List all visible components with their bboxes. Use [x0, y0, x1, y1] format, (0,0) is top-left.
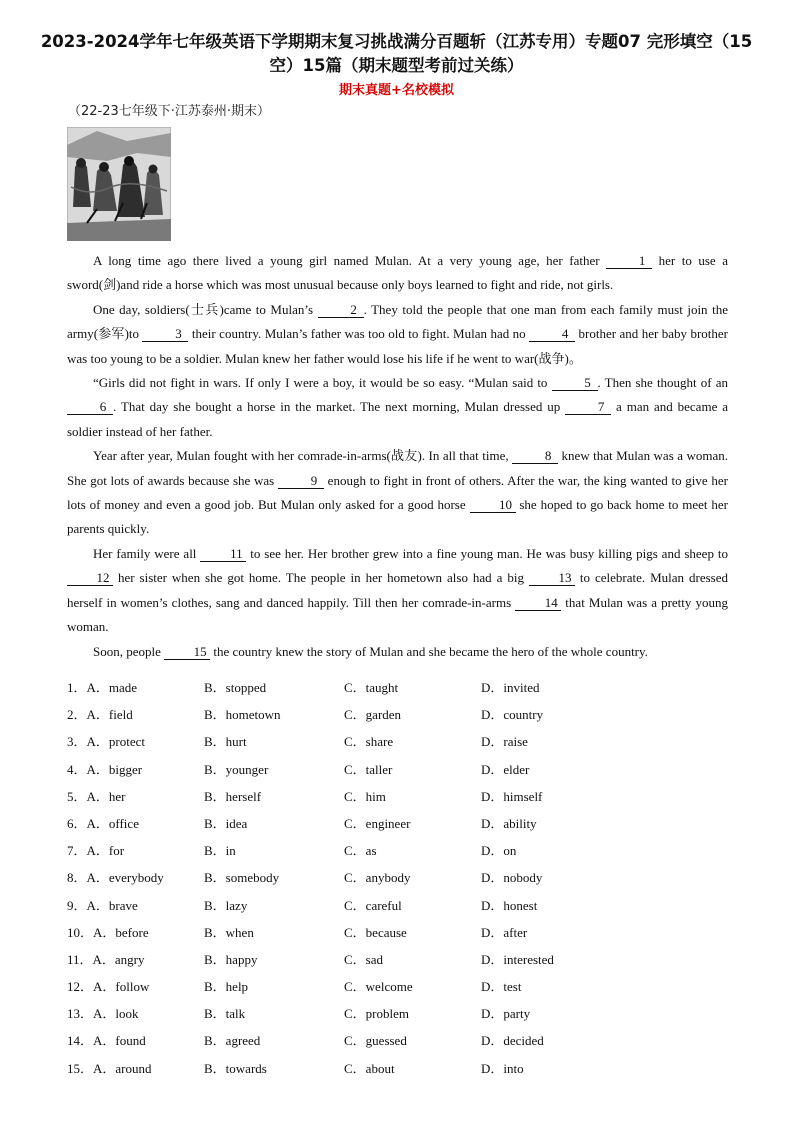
- option-b: B．younger: [204, 761, 269, 777]
- option-c: C．about: [344, 1060, 395, 1076]
- option-d: D．decided: [481, 1033, 544, 1049]
- blank-10: 10: [470, 498, 516, 513]
- blank-12: 12: [67, 571, 113, 586]
- paragraph-1: A long time ago there lived a young girl named Mulan. At a very young age, her father 1 her to use a sword(剑)and ride a horse which was most unusual because only boys learned to fight and ride, not girls.: [67, 253, 729, 293]
- option-a: 6．A．office: [67, 815, 139, 831]
- question-row: [67, 787, 747, 814]
- option-c: C．him: [344, 788, 386, 804]
- option-d: D．after: [481, 924, 528, 940]
- option-c: C．engineer: [344, 815, 411, 831]
- option-d: D．himself: [481, 788, 543, 804]
- blank-7: 7: [565, 400, 611, 415]
- option-a: 15．A．around: [67, 1060, 152, 1076]
- option-d: D．invited: [481, 680, 540, 695]
- option-d: D．country: [481, 707, 544, 723]
- option-a: 3．A．protect: [67, 734, 145, 750]
- option-b: B．hurt: [204, 734, 247, 750]
- option-d: D．elder: [481, 761, 530, 777]
- option-b: B．lazy: [204, 897, 248, 913]
- blank-8: 8: [512, 449, 558, 464]
- option-b: B．stopped: [204, 680, 267, 695]
- blank-13: 13: [529, 571, 575, 586]
- question-row: [67, 678, 747, 705]
- option-d: D．party: [481, 1006, 531, 1022]
- option-a: 7．A．for: [67, 843, 125, 859]
- question-row: [67, 1059, 747, 1086]
- option-a: 2．A．field: [67, 707, 133, 723]
- option-b: B．agreed: [204, 1033, 261, 1049]
- question-row: [67, 814, 747, 841]
- option-b: B．happy: [204, 951, 258, 967]
- question-row: [67, 732, 747, 759]
- question-row: [67, 896, 747, 923]
- paragraph-2: One day, soldiers(士兵)came to Mulan’s 2 . They told the people that one man from each family must join the army(参军)to 3 their country. Mulan’s father was too old to fight. Mulan had no 4 brother and her baby brother was too young to be a soldier. Mulan knew her father would lose his life if he went to war(战争)。: [67, 301, 728, 366]
- blank-1: 1: [606, 254, 652, 269]
- option-c: C．garden: [344, 707, 402, 723]
- paragraph-3: “Girls did not fight in wars. If only I were a boy, it would be so easy. “Mulan said to 5 . Then she thought of an 6 . That day she bought a horse in the market. The next morning, Mulan dressed up 7 a man and became a soldier instead of her father.: [67, 375, 728, 439]
- option-a: 13．A．look: [67, 1006, 139, 1022]
- mulan-ink-illustration: [67, 127, 171, 241]
- option-d: D．nobody: [481, 870, 543, 886]
- option-c: C．as: [344, 843, 377, 859]
- blank-5: 5: [552, 376, 598, 391]
- option-a: 14．A．found: [67, 1033, 146, 1049]
- option-d: D．into: [481, 1060, 524, 1076]
- question-source: （22-23七年级下·江苏泰州·期末）: [68, 104, 271, 119]
- option-c: C．share: [344, 734, 394, 750]
- question-row: [67, 923, 747, 950]
- option-d: D．on: [481, 843, 517, 859]
- question-row: [67, 841, 747, 868]
- option-c: C．anybody: [344, 870, 411, 886]
- blank-9: 9: [278, 474, 324, 489]
- option-d: D．raise: [481, 734, 528, 750]
- option-d: D．interested: [481, 951, 554, 967]
- option-b: B．herself: [204, 788, 262, 804]
- option-a: 5．A．her: [67, 788, 126, 804]
- option-a: 10．A．before: [67, 924, 149, 940]
- blank-15: 15: [164, 645, 210, 660]
- paragraph-5: Her family were all 11 to see her. Her brother grew into a fine young man. He was busy killing pigs and sheep to 12 her sister when she got home. The people in her hometown also had a big 13 to celebrate. Mulan dressed herself in women’s clothes, sang and danced happily. Till then her comrade-in-arms 14 that Mulan was a pretty young woman.: [67, 545, 728, 635]
- option-d: D．test: [481, 979, 522, 995]
- option-c: C．welcome: [344, 979, 413, 995]
- question-row: [67, 1004, 747, 1031]
- option-b: B．hometown: [204, 707, 281, 723]
- question-row: [67, 760, 747, 787]
- option-c: C．taught: [344, 680, 399, 695]
- option-b: B．when: [204, 924, 254, 940]
- option-c: C．sad: [344, 951, 384, 967]
- blank-14: 14: [515, 596, 561, 611]
- option-a: 11．A．angry: [67, 951, 145, 967]
- option-d: D．honest: [481, 897, 538, 913]
- blank-11: 11: [200, 547, 246, 562]
- option-a: 12．A．follow: [67, 979, 150, 995]
- option-a: 8．A．everybody: [67, 870, 164, 886]
- cloze-passage: [67, 249, 728, 664]
- document-subtitle: 期末真题+名校模拟: [339, 83, 454, 98]
- question-row: [67, 1031, 747, 1058]
- blank-3: 3: [142, 327, 188, 342]
- option-b: B．towards: [204, 1060, 267, 1076]
- option-b: B．in: [204, 843, 236, 859]
- option-a: 1．A．made: [67, 680, 138, 695]
- question-row: [67, 868, 747, 895]
- option-b: B．somebody: [204, 870, 280, 886]
- paragraph-6: Soon, people 15 the country knew the story of Mulan and she became the hero of the whole country.: [93, 643, 648, 659]
- blank-6: 6: [67, 400, 113, 415]
- option-c: C．taller: [344, 761, 393, 777]
- option-a: 9．A．brave: [67, 897, 138, 913]
- option-a: 4．A．bigger: [67, 761, 143, 777]
- option-b: B．help: [204, 979, 249, 995]
- option-b: B．idea: [204, 815, 248, 831]
- document-title: 2023-2024学年七年级英语下学期期末复习挑战满分百题斩（江苏专用）专题07 完形填空（15空）15篇（期末题型考前过关练）: [40, 32, 753, 75]
- option-c: C．because: [344, 924, 407, 940]
- blank-2: 2: [318, 303, 364, 318]
- question-row: [67, 705, 747, 732]
- question-row: [67, 977, 747, 1004]
- option-c: C．guessed: [344, 1033, 407, 1049]
- option-b: B．talk: [204, 1006, 246, 1022]
- option-c: C．careful: [344, 897, 402, 913]
- blank-4: 4: [529, 327, 575, 342]
- option-c: C．problem: [344, 1006, 409, 1022]
- option-d: D．ability: [481, 815, 537, 831]
- paragraph-4: Year after year, Mulan fought with her comrade-in-arms(战友). In all that time, 8 knew that Mulan was a woman. She got lots of awards because she was 9 enough to fight in front of others. After the war, the king wanted to give her lots of money and even a good job. But Mulan only asked for a good horse 10 she hoped to go back home to meet her parents quickly.: [67, 448, 728, 537]
- question-row: [67, 950, 747, 977]
- answer-options: [67, 678, 747, 1086]
